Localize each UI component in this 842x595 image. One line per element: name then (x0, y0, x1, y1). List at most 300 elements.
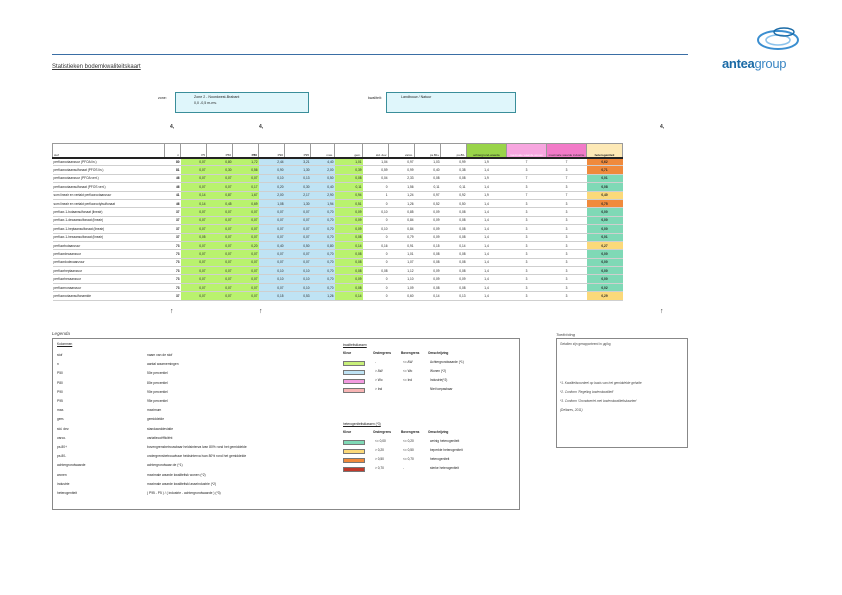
heterogeneity_classes-upper: <= 0,70 (403, 457, 414, 461)
row-wonen-cell: 3 (507, 199, 547, 207)
row-varco-cell: 1,56 (389, 183, 415, 191)
row-wonen-cell: 3 (507, 208, 547, 216)
quality_classes-lower: > AW (375, 369, 383, 373)
row-industrie-cell: 3 (547, 225, 587, 233)
heterogeneity_classes-swatch (343, 440, 365, 445)
row-sd-cell: 0 (363, 275, 389, 283)
legend-description: 50e percentiel (147, 371, 168, 376)
row-gem-cell: 0,08 (335, 233, 363, 241)
row-p50-cell: 0,07 (207, 292, 233, 300)
legend-description: maximale waarde kwaliteitskl asseindustrie (*2) (147, 481, 217, 486)
explanation-box (556, 338, 688, 448)
row-p50-cell: 0,07 (207, 208, 233, 216)
table-row (53, 216, 623, 224)
row-p50-cell: 0,07 (207, 267, 233, 275)
heterogeneity_classes-swatch (343, 449, 365, 454)
table-row (53, 191, 623, 199)
row-ps80plus-cell: 0,52 (415, 199, 441, 207)
quality-box (386, 92, 516, 113)
row-heterogeniteit-cell: 0,00 (587, 216, 623, 224)
row-industrie-cell: 3 (547, 233, 587, 241)
row-industrie-cell: 3 (547, 258, 587, 266)
row-ps80plus-cell: 0,97 (415, 191, 441, 199)
row-p90-cell: 0,40 (259, 241, 285, 249)
legend-item (57, 369, 168, 377)
row-p90-cell: 2,00 (259, 191, 285, 199)
row-p5-cell: 0,14 (181, 191, 207, 199)
quality_classes-desc: Niet toepasbaar (430, 387, 453, 391)
row-stof-cell: som lineair en vertakt perfluoroctaanzuur (53, 191, 165, 199)
heterogeneity_classes-desc: sterke heterogeniteit (430, 466, 459, 470)
row-max-cell: 0,50 (311, 174, 335, 182)
table-row (53, 183, 623, 191)
row-varco-cell: 1,07 (389, 258, 415, 266)
row-max-cell: 4,40 (311, 158, 335, 166)
row-n-cell: 46 (165, 183, 181, 191)
row-p80-cell: 0,69 (233, 199, 259, 207)
row-p90-cell: 0,07 (259, 225, 285, 233)
row-p5-cell: 0,07 (181, 166, 207, 174)
statistics-table (52, 143, 623, 301)
heterogeneity_classes-lower: > 0,20 (375, 448, 384, 452)
legend-term: P80 (57, 380, 63, 385)
row-ps80plus-cell: 0,09 (415, 208, 441, 216)
row-p95-cell: 0,07 (285, 208, 311, 216)
legend-item (57, 425, 173, 433)
quality-classes-title: kwaliteitsklassen (343, 343, 367, 347)
row-varco-cell: 1,24 (389, 191, 415, 199)
row-ps80plus-cell: 0,08 (415, 250, 441, 258)
title-rule (52, 54, 688, 55)
row-heterogeniteit-cell: 0,40 (587, 191, 623, 199)
row-gem-cell: 0,51 (335, 199, 363, 207)
legend-item (57, 397, 168, 405)
row-ps80min-cell: 0,08 (441, 174, 467, 182)
row-ps80min-cell: 0,08 (441, 258, 467, 266)
col-header-ps80plus: ps.80+ (415, 144, 441, 158)
col-header-p80: P80 (233, 144, 259, 158)
row-p5-cell: 0,14 (181, 199, 207, 207)
legend-subtitle: Kolommen (57, 342, 73, 346)
legend-description: 80e percentiel (147, 380, 168, 385)
row-p95-cell: 0,10 (285, 283, 311, 291)
row-heterogeniteit-cell: 0,75 (587, 199, 623, 207)
row-achtergrond-cell: 1,4 (467, 199, 507, 207)
quality_classes-desc: Achtergrondwaarde (*1) (430, 360, 464, 364)
quality_classes-swatch (343, 379, 365, 384)
row-p80-cell: 0,07 (233, 208, 259, 216)
row-p80-cell: 1,67 (233, 191, 259, 199)
row-achtergrond-cell: 1,4 (467, 267, 507, 275)
het-count-label: 4, (660, 124, 665, 130)
row-p95-cell: 1,30 (285, 199, 311, 207)
row-varco-cell: 0,84 (389, 225, 415, 233)
row-p80-cell: 0,07 (233, 250, 259, 258)
row-ps80plus-cell: 0,40 (415, 166, 441, 174)
row-wonen-cell: 7 (507, 191, 547, 199)
row-p90-cell: 0,15 (259, 292, 285, 300)
table-row (53, 199, 623, 207)
row-wonen-cell: 3 (507, 216, 547, 224)
row-p95-cell: 0,07 (285, 225, 311, 233)
row-max-cell: 2,00 (311, 166, 335, 174)
row-max-cell: 0,70 (311, 208, 335, 216)
row-n-cell: 37 (165, 292, 181, 300)
row-p95-cell: 0,07 (285, 233, 311, 241)
row-wonen-cell: 3 (507, 292, 547, 300)
row-varco-cell: 0,85 (389, 208, 415, 216)
row-varco-cell: 1,12 (389, 267, 415, 275)
row-wonen-cell: 7 (507, 174, 547, 182)
row-p50-cell: 0,30 (207, 166, 233, 174)
row-wonen-cell: 3 (507, 166, 547, 174)
row-n-cell: 37 (165, 216, 181, 224)
row-p80-cell: 0,56 (233, 166, 259, 174)
row-p90-cell: 1,08 (259, 199, 285, 207)
row-p80-cell: 0,17 (233, 183, 259, 191)
row-achtergrond-cell: 1,4 (467, 233, 507, 241)
heterogeneity_classes-lower: <= 0,00 (375, 439, 386, 443)
arrow-up-icon: ↑ (170, 308, 174, 315)
row-wonen-cell: 3 (507, 275, 547, 283)
col-header-n: n (165, 144, 181, 158)
row-achtergrond-cell: 1,4 (467, 225, 507, 233)
row-sd-cell: 0 (363, 292, 389, 300)
table-row (53, 283, 623, 291)
row-achtergrond-cell: 1,4 (467, 166, 507, 174)
row-industrie-cell: 7 (547, 174, 587, 182)
table-row (53, 225, 623, 233)
row-p95-cell: 0,50 (285, 241, 311, 249)
legend-term: P90 (57, 389, 63, 394)
row-stof-cell: som lineair en vertakt perfluoroctylsulfonaat (53, 199, 165, 207)
legend-description: ondergrensbetrouwbaar heidsinterva lvan 80% rond het gemiddelde (147, 454, 247, 459)
row-heterogeniteit-cell: 0,29 (587, 292, 623, 300)
row-stof-cell: perfluor-1-butaansulfonaat (lineair) (53, 208, 165, 216)
legend-box (52, 338, 520, 510)
row-p50-cell: 0,07 (207, 275, 233, 283)
explanation-note: (Deltares, 2011) (560, 408, 583, 412)
row-achtergrond-cell: 1,4 (467, 283, 507, 291)
legend-term: max. (57, 408, 65, 413)
row-p80-cell: 0,07 (233, 292, 259, 300)
row-p95-cell: 0,53 (285, 292, 311, 300)
row-max-cell: 0,70 (311, 225, 335, 233)
row-stof-cell: perfluor-1-heptaansulfonaat (lineair) (53, 225, 165, 233)
row-p5-cell: 0,07 (181, 225, 207, 233)
legend-item (57, 471, 206, 479)
row-p90-cell: 0,10 (259, 174, 285, 182)
legend-item (57, 379, 168, 387)
row-varco-cell: 0,97 (389, 158, 415, 166)
col-header-achtergrond: achtergrond-waarde (467, 144, 507, 158)
row-varco-cell: 1,26 (389, 199, 415, 207)
row-p5-cell: 0,07 (181, 258, 207, 266)
row-ps80min-cell: 0,08 (441, 250, 467, 258)
explanation-note: *2. Conform 'Regeling bodemkwaliteit' (560, 390, 614, 394)
col-header-gem: gem. (335, 144, 363, 158)
row-p95-cell: 2,17 (285, 191, 311, 199)
col-header-ps80min: ps.80- (441, 144, 467, 158)
quality_classes-header: Kleur (343, 351, 352, 355)
row-heterogeniteit-cell: 0,01 (587, 233, 623, 241)
row-ps80plus-cell: 0,11 (415, 183, 441, 191)
row-p50-cell: 0,07 (207, 233, 233, 241)
row-max-cell: 0,70 (311, 250, 335, 258)
table-row (53, 267, 623, 275)
row-heterogeniteit-cell: 0,00 (587, 267, 623, 275)
legend-title: Legenda (52, 331, 70, 336)
quality-value: Landbouw / Natuur (401, 95, 432, 99)
col-header-max: max. (311, 144, 335, 158)
legend-item (57, 489, 221, 497)
row-wonen-cell: 3 (507, 283, 547, 291)
row-p80-cell: 0,07 (233, 258, 259, 266)
row-ps80plus-cell: 0,09 (415, 216, 441, 224)
heterogeneity_classes-swatch (343, 467, 365, 472)
row-p5-cell: 0,07 (181, 292, 207, 300)
legend-description: 90e percentiel (147, 389, 168, 394)
row-max-cell: 0,70 (311, 233, 335, 241)
row-gem-cell: 0,09 (335, 216, 363, 224)
quality_classes-swatch (343, 361, 365, 366)
row-stof-cell: perfluoroctaanzuur (PFOA vert.) (53, 174, 165, 182)
row-ps80min-cell: 0,08 (441, 216, 467, 224)
row-stof-cell: perfluor-1-hexaansulfonaat (lineair) (53, 233, 165, 241)
row-wonen-cell: 7 (507, 158, 547, 166)
row-varco-cell: 0,91 (389, 241, 415, 249)
row-varco-cell: 0,79 (389, 233, 415, 241)
row-gem-cell: 0,94 (335, 191, 363, 199)
row-achtergrond-cell: 1,4 (467, 250, 507, 258)
quality-label: kwaliteit: (368, 96, 382, 100)
row-n-cell: 73 (165, 258, 181, 266)
row-p5-cell: 0,07 (181, 174, 207, 182)
row-ps80plus-cell: 1,03 (415, 158, 441, 166)
quality_classes-upper: <= Ind (403, 378, 413, 382)
row-p90-cell: 0,10 (259, 267, 285, 275)
row-varco-cell: 1,09 (389, 283, 415, 291)
col-header-sd: std. dev. (363, 144, 389, 158)
row-max-cell: 0,70 (311, 275, 335, 283)
depth-value: 0,0 -0,5 m-mv. (194, 100, 217, 105)
row-gem-cell: 0,08 (335, 283, 363, 291)
row-stof-cell: perfluordecaanzuur (53, 250, 165, 258)
row-p5-cell: 0,07 (181, 275, 207, 283)
row-ps80min-cell: 0,11 (441, 183, 467, 191)
col-header-p95: P95 (285, 144, 311, 158)
row-sd-cell: 0 (363, 183, 389, 191)
row-heterogeniteit-cell: 0,71 (587, 166, 623, 174)
row-ps80plus-cell: 0,09 (415, 275, 441, 283)
heterogeneity_classes-upper: <= 0,50 (403, 448, 414, 452)
heterogeneity_classes-desc: beperkte heterogeniteit (430, 448, 463, 452)
heterogeneity_classes-header: Ondergrens (373, 430, 392, 434)
row-stof-cell: perfluorhexaanzuur (53, 275, 165, 283)
row-heterogeniteit-cell: 0,00 (587, 258, 623, 266)
row-heterogeniteit-cell: 0,00 (587, 225, 623, 233)
row-industrie-cell: 7 (547, 158, 587, 166)
explanation-note: *1. Kwaliteitsoordeel op basis van het gemiddelde gehalte (560, 381, 642, 385)
row-wonen-cell: 3 (507, 233, 547, 241)
legend-description: naam van de stof (147, 353, 173, 357)
legend-term: wonen (57, 472, 67, 477)
col-header-p5: P5 (181, 144, 207, 158)
row-p5-cell: 0,07 (181, 158, 207, 166)
row-p90-cell: 0,07 (259, 250, 285, 258)
row-p95-cell: 3,21 (285, 158, 311, 166)
row-p50-cell: 0,07 (207, 216, 233, 224)
quality_classes-lower: - (375, 360, 377, 364)
legend-item (57, 443, 247, 451)
row-p90-cell: 2,44 (259, 158, 285, 166)
row-p80-cell: 0,07 (233, 275, 259, 283)
row-ps80min-cell: 0,99 (441, 158, 467, 166)
row-p50-cell: 0,07 (207, 241, 233, 249)
row-varco-cell: 2,33 (389, 174, 415, 182)
row-p90-cell: 0,07 (259, 258, 285, 266)
row-stof-cell: perfluorbutaanzuur (53, 241, 165, 249)
row-achtergrond-cell: 1,9 (467, 191, 507, 199)
row-p80-cell: 0,07 (233, 174, 259, 182)
legend-description: bovengrensbetrouwbaar heidsinterva lvan 80% rond het gemiddelde (147, 445, 247, 449)
row-n-cell: 81 (165, 166, 181, 174)
col-header-heterogeniteit: heterogeniteit (587, 144, 623, 158)
row-p5-cell: 0,07 (181, 241, 207, 249)
row-industrie-cell: 3 (547, 275, 587, 283)
heterogeneity_classes-swatch (343, 458, 365, 463)
row-ps80min-cell: 0,09 (441, 275, 467, 283)
row-ps80plus-cell: 0,08 (415, 258, 441, 266)
quality_classes-swatch (343, 370, 365, 375)
zone-box (175, 92, 309, 113)
zone-label: zone: (158, 96, 167, 100)
row-gem-cell: 0,08 (335, 174, 363, 182)
row-p5-cell: 0,07 (181, 183, 207, 191)
quality_classes-header: Bovengrens (401, 351, 420, 355)
row-gem-cell: 0,08 (335, 258, 363, 266)
row-achtergrond-cell: 1,4 (467, 258, 507, 266)
row-max-cell: 0,70 (311, 258, 335, 266)
row-stof-cell: perfluorheptaanzuur (53, 267, 165, 275)
row-sd-cell: 0 (363, 250, 389, 258)
row-gem-cell: 0,39 (335, 166, 363, 174)
row-p5-cell: 0,05 (181, 233, 207, 241)
row-gem-cell: 0,14 (335, 292, 363, 300)
row-sd-cell: 0,10 (363, 225, 389, 233)
row-max-cell: 1,94 (311, 199, 335, 207)
legend-description: standaarddeviatie (147, 426, 174, 431)
legend-description: ( P95 - P5 ) / ( industrie - achtergrondwaarde ) (*3) (147, 491, 221, 495)
row-varco-cell: 0,99 (389, 166, 415, 174)
row-p95-cell: 0,07 (285, 216, 311, 224)
row-p80-cell: 1,72 (233, 158, 259, 166)
row-wonen-cell: 3 (507, 258, 547, 266)
row-n-cell: 37 (165, 208, 181, 216)
row-ps80min-cell: 0,08 (441, 267, 467, 275)
row-heterogeniteit-cell: 0,01 (587, 174, 623, 182)
row-p50-cell: 0,45 (207, 199, 233, 207)
table-row (53, 174, 623, 182)
legend-term: heterogeniteit (57, 491, 77, 495)
row-n-cell: 46 (165, 174, 181, 182)
row-industrie-cell: 3 (547, 208, 587, 216)
legend-term: P95 (57, 399, 63, 403)
row-industrie-cell: 3 (547, 166, 587, 174)
row-achtergrond-cell: 1,4 (467, 275, 507, 283)
legend-item (57, 480, 216, 488)
row-stof-cell: perfluor-1-decaansulfonaat (lineair) (53, 216, 165, 224)
legend-item (57, 360, 179, 368)
legend-item (57, 434, 172, 442)
row-varco-cell: 0,60 (389, 292, 415, 300)
row-industrie-cell: 3 (547, 241, 587, 249)
p80-count-label: 4, (259, 124, 264, 130)
row-p5-cell: 0,07 (181, 283, 207, 291)
zone-value: Zone 2 - Noordwest-Brabant (194, 95, 240, 99)
row-p5-cell: 0,07 (181, 267, 207, 275)
row-heterogeniteit-cell: 0,62 (587, 158, 623, 166)
row-sd-cell: 0,59 (363, 166, 389, 174)
row-achtergrond-cell: 1,4 (467, 241, 507, 249)
table-row (53, 233, 623, 241)
quality_classes-upper: <= AW (403, 360, 413, 364)
col-header-p50: P50 (207, 144, 233, 158)
col-header-industrie: maximale waarde industrie (547, 144, 587, 158)
row-n-cell: 41 (165, 191, 181, 199)
legend-item (57, 406, 161, 414)
row-max-cell: 0,70 (311, 283, 335, 291)
legend-item (57, 415, 164, 423)
explanation-body: Getallen zijn gerapporteerd in µg/kg (560, 342, 611, 346)
row-p50-cell: 0,07 (207, 174, 233, 182)
row-max-cell: 0,70 (311, 267, 335, 275)
table-row (53, 166, 623, 174)
row-max-cell: 1,26 (311, 292, 335, 300)
row-p90-cell: 0,20 (259, 183, 285, 191)
row-heterogeniteit-cell: 0,00 (587, 250, 623, 258)
col-header-wonen: maximale waarde wonen (507, 144, 547, 158)
row-sd-cell: 0,08 (363, 267, 389, 275)
row-ps80min-cell: 0,08 (441, 233, 467, 241)
row-heterogeniteit-cell: 0,27 (587, 241, 623, 249)
row-ps80min-cell: 0,08 (441, 283, 467, 291)
row-ps80plus-cell: 0,09 (415, 233, 441, 241)
page-title: Statistieken bodemkwaliteitskaart (52, 64, 141, 70)
row-ps80min-cell: 0,13 (441, 292, 467, 300)
legend-term: ps.80+ (57, 445, 67, 449)
row-p50-cell: 0,80 (207, 158, 233, 166)
row-gem-cell: 0,09 (335, 225, 363, 233)
row-sd-cell: 0,04 (363, 174, 389, 182)
row-n-cell: 37 (165, 225, 181, 233)
row-varco-cell: 0,84 (389, 216, 415, 224)
heterogeneity_classes-desc: heterogeniteit (430, 457, 450, 461)
row-p50-cell: 0,07 (207, 258, 233, 266)
row-ps80plus-cell: 0,08 (415, 174, 441, 182)
row-industrie-cell: 3 (547, 250, 587, 258)
table-row (53, 241, 623, 249)
row-p80-cell: 0,07 (233, 267, 259, 275)
row-max-cell: 0,80 (311, 241, 335, 249)
row-p90-cell: 0,07 (259, 216, 285, 224)
row-sd-cell: 1,04 (363, 158, 389, 166)
row-ps80plus-cell: 0,15 (415, 241, 441, 249)
row-sd-cell: 0 (363, 233, 389, 241)
explanation-note: *3. Conform 'Grondwerlet met bodemkwaliteitskaarten' (560, 399, 637, 403)
row-industrie-cell: 3 (547, 183, 587, 191)
row-achtergrond-cell: 1,9 (467, 158, 507, 166)
